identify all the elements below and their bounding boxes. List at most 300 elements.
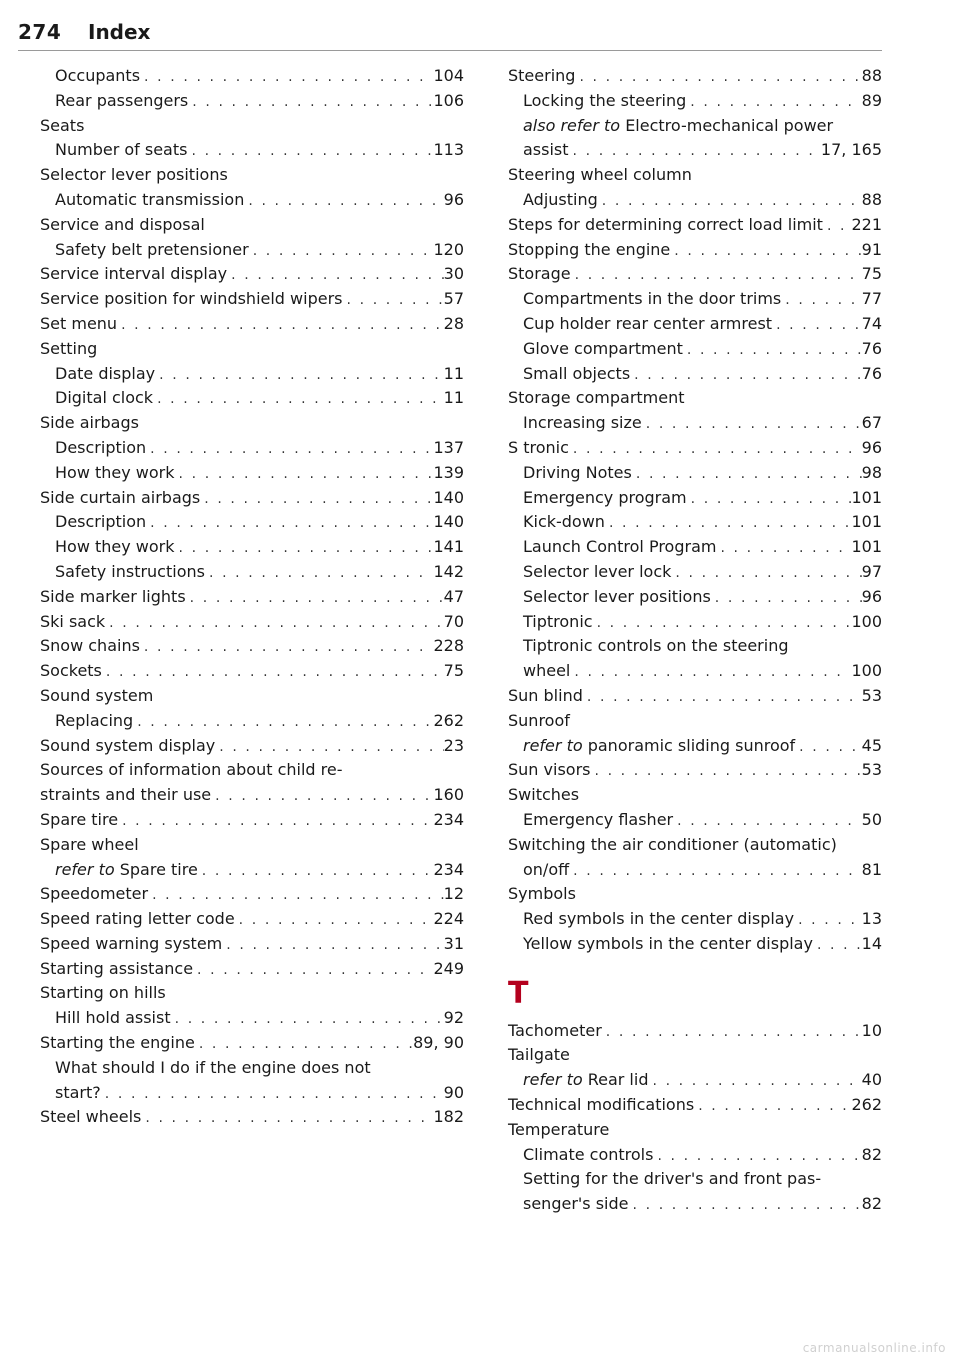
index-column-left [40, 64, 464, 1130]
entry-label: Hill hold assist [55, 1008, 171, 1028]
entry-text [40, 165, 228, 184]
entry-text [40, 932, 222, 957]
entry-label: Selector lever positions [523, 586, 711, 606]
dot-leader [716, 536, 851, 561]
index-entry [40, 386, 464, 411]
page-ref: 234 [433, 859, 464, 879]
entry-label: Ski sack [40, 611, 106, 631]
page-ref: 96 [861, 586, 882, 606]
index-entry [508, 808, 882, 833]
index-heading [508, 114, 882, 139]
index-entry [508, 585, 882, 610]
entry-text [523, 734, 795, 759]
page-ref: 262 [433, 710, 464, 730]
entry-label: Occupants [55, 66, 141, 85]
index-entry [508, 486, 882, 511]
page-ref: 90 [443, 1082, 464, 1102]
index-entry [40, 64, 464, 89]
entry-text [40, 215, 205, 234]
entry-text [40, 1031, 195, 1056]
page-ref: 74 [861, 313, 882, 333]
dot-leader [813, 933, 862, 958]
dot-leader [569, 139, 821, 164]
page-ref: 67 [861, 413, 882, 433]
entry-label: Replacing [55, 710, 134, 730]
entry-label: Sunroof [508, 710, 570, 730]
entry-text [40, 686, 153, 705]
page-ref: 228 [433, 636, 464, 656]
entry-text [40, 734, 215, 759]
index-entry [40, 882, 464, 907]
index-entry [508, 337, 882, 362]
entry-text [508, 1120, 609, 1139]
page-ref: 75 [443, 661, 464, 681]
entry-label: Storage [508, 264, 571, 284]
entry-label: Launch Control Program [523, 537, 717, 557]
entry-text [40, 957, 193, 982]
entry-text [40, 1105, 141, 1130]
entry-text [40, 585, 186, 610]
entry-label: Speed rating letter code [40, 909, 235, 929]
entry-text [508, 758, 590, 783]
entry-label: Speedometer [40, 884, 149, 904]
entry-label: Seats [40, 115, 85, 135]
index-entry [508, 411, 882, 436]
dot-leader [133, 710, 433, 735]
entry-text [523, 585, 711, 610]
dot-leader [222, 933, 443, 958]
entry-text [523, 907, 794, 932]
entry-label: How they work [55, 537, 175, 557]
entry-label: Emergency flasher [523, 809, 674, 829]
index-entry [40, 907, 464, 932]
index-entry [40, 262, 464, 287]
entry-label: Compartments in the door trims [523, 289, 782, 309]
entry-label: Service interval display [40, 264, 228, 284]
section-letter: T [508, 975, 529, 1011]
dot-leader [694, 1094, 851, 1119]
entry-text [55, 64, 140, 89]
entry-text [523, 1169, 821, 1188]
index-entry [508, 659, 882, 684]
page-ref: 13 [861, 909, 882, 929]
page-ref: 262 [851, 1095, 882, 1115]
entry-label: Symbols [508, 884, 576, 904]
entry-label: Starting on hills [40, 983, 166, 1003]
page-ref: 31 [443, 933, 464, 953]
page-ref: 76 [861, 338, 882, 358]
dot-leader [686, 90, 861, 115]
dot-leader [141, 1106, 433, 1131]
entry-text [40, 610, 105, 635]
dot-leader [571, 263, 862, 288]
index-heading [508, 833, 882, 858]
dot-leader [193, 958, 433, 983]
page-ref: 89 [861, 90, 882, 110]
entry-label: Speed warning system [40, 933, 223, 953]
entry-label: Starting assistance [40, 958, 194, 978]
page-ref: 23 [443, 735, 464, 755]
entry-text [55, 386, 153, 411]
entry-text [523, 858, 569, 883]
dot-leader [632, 462, 862, 487]
entry-text [40, 312, 117, 337]
page-ref: 11 [443, 388, 464, 408]
entry-label: Selector lever lock [523, 561, 672, 581]
dot-leader [823, 214, 852, 239]
index-entry [508, 461, 882, 486]
index-entry [508, 213, 882, 238]
page-ref: 47 [443, 586, 464, 606]
index-entry [508, 1143, 882, 1168]
entry-label: Increasing size [523, 413, 642, 433]
index-entry [508, 758, 882, 783]
index-heading [508, 1043, 882, 1068]
index-heading [40, 213, 464, 238]
entry-label: Service and disposal [40, 214, 205, 234]
entry-text [523, 1068, 648, 1093]
index-heading [508, 783, 882, 808]
entry-label: Sockets [40, 661, 102, 681]
dot-leader [629, 1193, 862, 1218]
entry-text [523, 1143, 653, 1168]
entry-text [55, 510, 146, 535]
entry-label: Cup holder rear center armrest [523, 313, 773, 333]
dot-leader [175, 462, 434, 487]
index-heading [508, 634, 882, 659]
entry-text [508, 165, 692, 184]
cross-reference: refer to [523, 1070, 583, 1090]
entry-text [40, 907, 235, 932]
dot-leader [211, 784, 433, 809]
index-entry [40, 535, 464, 560]
page-ref: 120 [433, 239, 464, 259]
index-heading [40, 833, 464, 858]
page-ref: 57 [443, 289, 464, 309]
page-ref: 101 [851, 512, 882, 532]
page-ref: 221 [851, 214, 882, 234]
entry-label: Snow chains [40, 636, 140, 656]
index-heading [40, 758, 464, 783]
entry-label: Technical modifications [508, 1095, 695, 1115]
entry-label: Temperature [508, 1119, 610, 1139]
entry-label: Side curtain airbags [40, 487, 201, 507]
entry-label: Adjusting [523, 189, 598, 209]
entry-text [523, 610, 593, 635]
entry-text [508, 436, 569, 461]
dot-leader [673, 809, 862, 834]
entry-label: Sources of information about child re- [40, 760, 343, 780]
entry-label: assist [523, 140, 569, 160]
entry-label: Kick-down [523, 512, 605, 532]
entry-label: Selector lever positions [40, 165, 228, 185]
entry-label: wheel [523, 661, 571, 681]
entry-text [40, 783, 211, 808]
page-title: Index [88, 20, 151, 44]
page-ref: 70 [443, 611, 464, 631]
index-heading [40, 411, 464, 436]
entry-text [55, 858, 198, 883]
dot-leader [155, 363, 444, 388]
dot-leader [140, 635, 434, 660]
dot-leader [605, 511, 852, 536]
entry-text [55, 709, 133, 734]
entry-text [55, 1081, 101, 1106]
index-heading [40, 981, 464, 1006]
dot-leader [794, 908, 862, 933]
page-ref: 89, 90 [413, 1033, 464, 1053]
index-entry [508, 858, 882, 883]
entry-text [40, 287, 343, 312]
page-ref: 98 [861, 462, 882, 482]
cross-reference: refer to [523, 735, 583, 755]
entry-text [40, 983, 166, 1002]
index-entry [40, 932, 464, 957]
index-entry [508, 610, 882, 635]
entry-label: Driving Notes [523, 462, 632, 482]
index-entry [40, 560, 464, 585]
index-entry [508, 535, 882, 560]
entry-label: Date display [55, 363, 156, 383]
entry-label: Safety belt pretensioner [55, 239, 249, 259]
page-ref: 100 [851, 611, 882, 631]
dot-leader [117, 313, 444, 338]
dot-leader [215, 735, 443, 760]
entry-text [55, 535, 175, 560]
entry-label: Digital clock [55, 388, 154, 408]
page-ref: 11 [443, 363, 464, 383]
entry-text [523, 362, 630, 387]
entry-label: Description [55, 437, 147, 457]
cross-reference: also refer to [523, 115, 621, 135]
dot-leader [670, 239, 861, 264]
index-entry [40, 858, 464, 883]
index-entry [40, 486, 464, 511]
index-entry [508, 138, 882, 163]
dot-leader [227, 263, 444, 288]
entry-text [508, 64, 575, 89]
entry-text [40, 835, 139, 854]
dot-leader [575, 65, 861, 90]
entry-label: Tiptronic controls on the steering [523, 636, 789, 656]
entry-label: Steps for determining correct load limit [508, 214, 823, 234]
index-entry [40, 312, 464, 337]
entry-label: Storage compartment [508, 388, 685, 408]
entry-text [523, 659, 570, 684]
dot-leader [105, 611, 443, 636]
entry-label: Sun blind [508, 685, 583, 705]
page-ref: 137 [433, 437, 464, 457]
index-entry [508, 262, 882, 287]
dot-leader [244, 189, 443, 214]
dot-leader [590, 759, 861, 784]
index-entry [40, 436, 464, 461]
index-entry [40, 1105, 464, 1130]
page-ref: 106 [433, 90, 464, 110]
entry-label: Side marker lights [40, 586, 186, 606]
entry-label: Emergency program [523, 487, 687, 507]
page-ref: 50 [861, 809, 882, 829]
dot-leader [153, 387, 444, 412]
page-number: 274 [18, 20, 62, 44]
entry-text [40, 486, 200, 511]
entry-text [523, 138, 569, 163]
entry-text [508, 884, 576, 903]
entry-label: Sound system display [40, 735, 216, 755]
dot-leader [772, 313, 862, 338]
entry-label: panoramic sliding sunroof [587, 735, 796, 755]
dot-leader [653, 1144, 861, 1169]
entry-text [508, 684, 583, 709]
dot-leader [642, 412, 862, 437]
index-entry [508, 1192, 882, 1217]
entry-text [523, 932, 813, 957]
dot-leader [687, 487, 852, 512]
dot-leader [570, 660, 851, 685]
page-ref: 97 [861, 561, 882, 581]
entry-text [55, 362, 155, 387]
dot-leader [146, 437, 433, 462]
index-entry [40, 238, 464, 263]
index-entry [508, 1093, 882, 1118]
entry-text [508, 238, 670, 263]
index-entry [508, 560, 882, 585]
entry-text [523, 461, 632, 486]
header-divider [18, 50, 882, 51]
index-entry [40, 362, 464, 387]
index-entry [508, 684, 882, 709]
index-entry [40, 734, 464, 759]
entry-text [508, 1093, 694, 1118]
entry-label: Sound system [40, 685, 154, 705]
entry-text [40, 339, 97, 358]
index-heading [508, 882, 882, 907]
entry-label: Automatic transmission [55, 189, 245, 209]
entry-label: Setting for the driver's and front pas- [523, 1169, 822, 1189]
index-heading [40, 163, 464, 188]
entry-label: Steering wheel column [508, 165, 692, 185]
page-ref: 28 [443, 313, 464, 333]
index-heading [40, 114, 464, 139]
index-heading [40, 1056, 464, 1081]
page-ref: 53 [861, 760, 882, 780]
index-entry [40, 659, 464, 684]
entry-label: Locking the steering [523, 90, 687, 110]
dot-leader [200, 487, 433, 512]
entry-text [55, 1058, 371, 1077]
page-ref: 75 [861, 264, 882, 284]
dot-leader [711, 586, 862, 611]
entry-label: Description [55, 512, 147, 532]
index-entry [508, 64, 882, 89]
entry-text [523, 287, 781, 312]
entry-text [523, 510, 605, 535]
entry-text [523, 535, 716, 560]
dot-leader [198, 859, 434, 884]
dot-leader [235, 908, 434, 933]
dot-leader [569, 859, 862, 884]
index-entry [508, 188, 882, 213]
entry-label: Electro-mechanical power [625, 115, 834, 135]
entry-text [508, 711, 570, 730]
entry-label: S tronic [508, 437, 569, 457]
index-entry [40, 461, 464, 486]
entry-text [523, 116, 833, 135]
index-heading [508, 386, 882, 411]
page-ref: 140 [433, 512, 464, 532]
dot-leader [630, 363, 861, 388]
entry-text [523, 188, 598, 213]
entry-label: Steel wheels [40, 1107, 142, 1127]
dot-leader [249, 239, 434, 264]
index-entry [508, 287, 882, 312]
entry-text [40, 634, 140, 659]
entry-label: Yellow symbols in the center display [523, 933, 813, 953]
page-ref: 100 [851, 661, 882, 681]
entry-label: Stopping the engine [508, 239, 671, 259]
page-ref: 45 [861, 735, 882, 755]
entry-label: Setting [40, 338, 98, 358]
dot-leader [118, 809, 433, 834]
page-ref: 53 [861, 685, 882, 705]
entry-text [40, 808, 118, 833]
entry-text [508, 388, 685, 407]
watermark: carmanualsonline.info [802, 1341, 946, 1355]
entry-label: Rear lid [587, 1070, 649, 1090]
page-ref: 113 [433, 140, 464, 160]
index-column-right [508, 64, 882, 1217]
entry-text [508, 213, 823, 238]
index-entry [40, 610, 464, 635]
entry-text [523, 337, 683, 362]
entry-label: Safety instructions [55, 561, 205, 581]
dot-leader [101, 1082, 444, 1107]
entry-text [508, 835, 837, 854]
entry-label: Climate controls [523, 1144, 654, 1164]
entry-label: Small objects [523, 363, 631, 383]
entry-label: senger's side [523, 1194, 629, 1214]
dot-leader [795, 735, 861, 760]
page-ref: 141 [433, 537, 464, 557]
dot-leader [102, 660, 444, 685]
dot-leader [140, 65, 433, 90]
index-heading [508, 1167, 882, 1192]
dot-leader [188, 90, 433, 115]
index-entry [40, 957, 464, 982]
index-heading [40, 684, 464, 709]
index-entry [40, 1031, 464, 1056]
index-entry [508, 510, 882, 535]
page-ref: 40 [861, 1070, 882, 1090]
dot-leader [195, 1032, 413, 1057]
entry-text [508, 1045, 570, 1064]
index-entry [508, 1019, 882, 1044]
index-entry [40, 287, 464, 312]
entry-text [523, 636, 789, 655]
index-heading [508, 163, 882, 188]
page-ref: 17, 165 [820, 140, 882, 160]
entry-label: Service position for windshield wipers [40, 289, 343, 309]
dot-leader [648, 1069, 861, 1094]
entry-label: Red symbols in the center display [523, 909, 795, 929]
dot-leader [146, 511, 433, 536]
page-ref: 88 [861, 66, 882, 85]
index-entry [40, 709, 464, 734]
dot-leader [148, 883, 444, 908]
page-ref: 91 [861, 239, 882, 259]
page-ref: 76 [861, 363, 882, 383]
entry-text [55, 89, 188, 114]
